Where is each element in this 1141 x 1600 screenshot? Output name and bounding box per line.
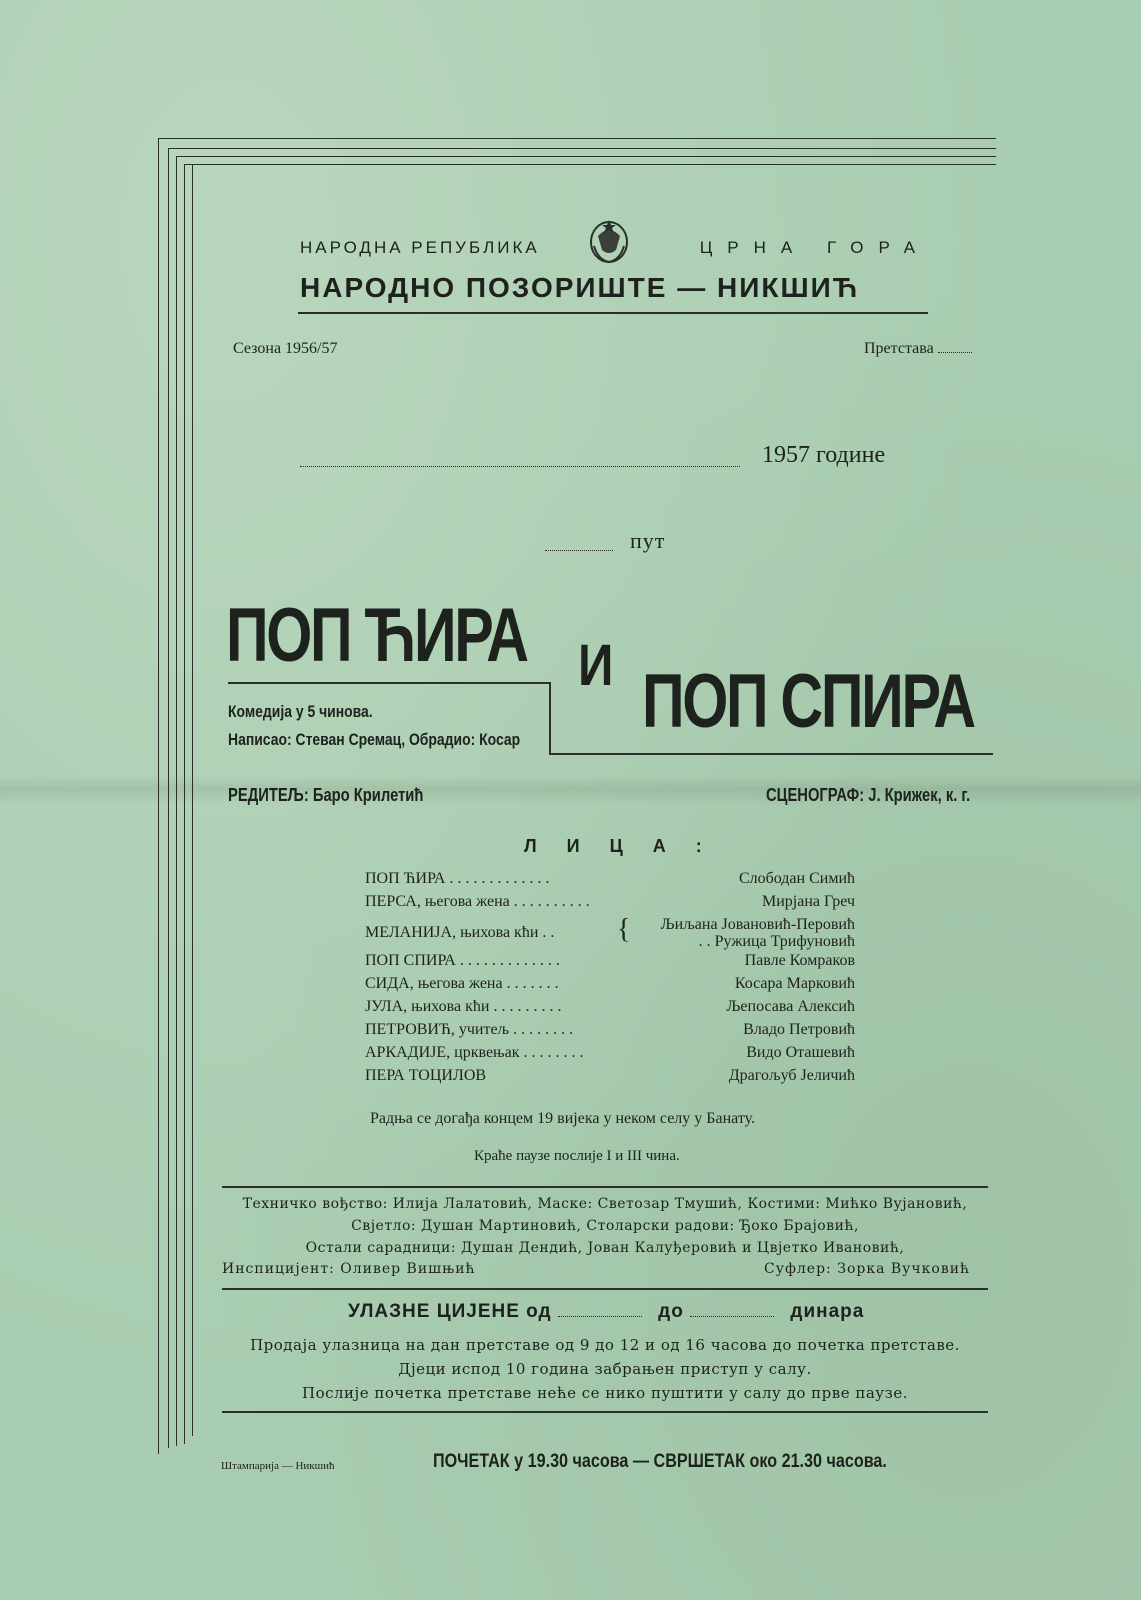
cast-heading: ЛИЦА: [524, 836, 732, 856]
pauses: Краће паузе послије I и III чина. [474, 1148, 680, 1164]
start-end-times: ПОЧЕТАК у 19.30 часова — СВРШЕТАК око 21.30 часова. [433, 1451, 887, 1472]
region-label: ЦРНА ГОРА [699, 238, 930, 257]
put-label: пут [630, 528, 666, 553]
cast-row [365, 870, 855, 893]
divider [222, 1186, 988, 1188]
put-dotted-line [545, 550, 613, 551]
cast-role: ПОП ЋИРА . . . . . . . . . . . . . [365, 870, 550, 887]
cast-list [365, 870, 855, 1090]
cast-role: АРКАДИЈЕ, црквењак . . . . . . . . [365, 1044, 584, 1061]
date-dotted-line [300, 466, 740, 467]
cast-row [365, 1044, 855, 1067]
cast-row [365, 952, 855, 975]
brace-icon: { [617, 914, 631, 945]
cast-actor: Мирјана Греч [762, 893, 855, 910]
theatre-underline [298, 312, 928, 314]
info-line-2: Дјеци испод 10 година забрањен приступ у салу. [398, 1360, 812, 1378]
tech-line-1: Техничко вођство: Илија Лалатовић, Маске: Светозар Тмушић, Костими: Мићко Вујановић, [242, 1196, 968, 1212]
tech-line-3: Остали сарадници: Душан Дендић, Јован Калуђеровић и Цвјетко Ивановић, [305, 1240, 905, 1256]
header-top [300, 234, 930, 264]
author: Написао: Стеван Сремац, Обрадио: Косар [228, 730, 521, 749]
sufler: Суфлер: Зорка Вучковић [764, 1261, 971, 1277]
cast-row [365, 975, 855, 998]
cast-role: ПЕТРОВИЋ, учитељ . . . . . . . . [365, 1021, 574, 1038]
info-line-3: Послије почетка претставе неће се нико пуштити у салу до прве паузе. [302, 1384, 908, 1402]
cast-role: ЈУЛА, њихова кћи . . . . . . . . . [365, 998, 562, 1015]
performance-label: Претстава [864, 340, 972, 358]
cast-actor: Љепосава Алексић [726, 998, 855, 1015]
cast-actor: Видо Оташевић [746, 1044, 855, 1061]
tech-line-2: Свјетло: Душан Мартиновић, Столарски радови: Ђоко Брајовић, [351, 1218, 859, 1234]
divider [222, 1288, 988, 1290]
year: 1957 године [762, 442, 886, 468]
cast-actor-alt: . . Ружица Трифуновић [698, 933, 855, 950]
info-line-1: Продаја улазница на дан претставе од 9 до 12 и од 16 часова до почетка претставе. [250, 1336, 960, 1354]
genre: Комедија у 5 чинова. [228, 702, 373, 721]
price-from-blank [558, 1316, 642, 1317]
cast-actor: Љиљана Јовановић-Перовић [660, 916, 855, 933]
director: РЕДИТЕЉ: Баро Крилетић [228, 785, 424, 805]
cast-role: МЕЛАНИЈА, њихова кћи . . [365, 924, 555, 941]
cast-role: СИДА, његова жена . . . . . . . [365, 975, 559, 992]
cast-actor: Владо Петровић [743, 1021, 855, 1038]
cast-role: ПЕРА ТОЦИЛОВ [365, 1067, 487, 1084]
cast-row [365, 1021, 855, 1044]
cast-row [365, 916, 855, 952]
price-to-blank [690, 1316, 774, 1317]
cast-actor: Слободан Симић [738, 870, 855, 887]
prices-label: УЛАЗНЕ ЦИЈЕНЕ од [348, 1301, 552, 1322]
cast-row [365, 998, 855, 1021]
cast-actor: Драгољуб Јеличић [728, 1067, 855, 1084]
cast-row [365, 893, 855, 916]
prices [348, 1301, 864, 1323]
scenographer: СЦЕНОГРАФ: Ј. Крижек, к. г. [766, 785, 971, 805]
cast-role: ПЕРСА, његова жена . . . . . . . . . . [365, 893, 590, 910]
title-and: И [578, 633, 614, 698]
inspicient: Инспицијент: Оливер Вишњић [222, 1261, 476, 1277]
title-part1: ПОП ЋИРА [226, 593, 527, 678]
season: Сезона 1956/57 [233, 340, 338, 357]
cast-actor: Косара Марковић [734, 975, 855, 992]
setting: Радња се догађа концем 19 вијека у неком селу у Банату. [370, 1110, 755, 1127]
title-part2: ПОП СПИРА [642, 659, 974, 744]
cast-role: ПОП СПИРА . . . . . . . . . . . . . [365, 952, 560, 969]
divider [222, 1411, 988, 1413]
prices-to: до [658, 1301, 684, 1322]
theatre-name: НАРОДНО ПОЗОРИШТЕ — НИКШИЋ [300, 272, 860, 303]
republic-label: НАРОДНА РЕПУБЛИКА [300, 238, 540, 257]
printer: Штампарија — Никшић [221, 1460, 335, 1472]
cast-row [365, 1067, 855, 1090]
coat-of-arms-icon [588, 216, 630, 266]
prices-currency: динара [790, 1301, 865, 1322]
cast-actor: Павле Комраков [744, 952, 855, 969]
